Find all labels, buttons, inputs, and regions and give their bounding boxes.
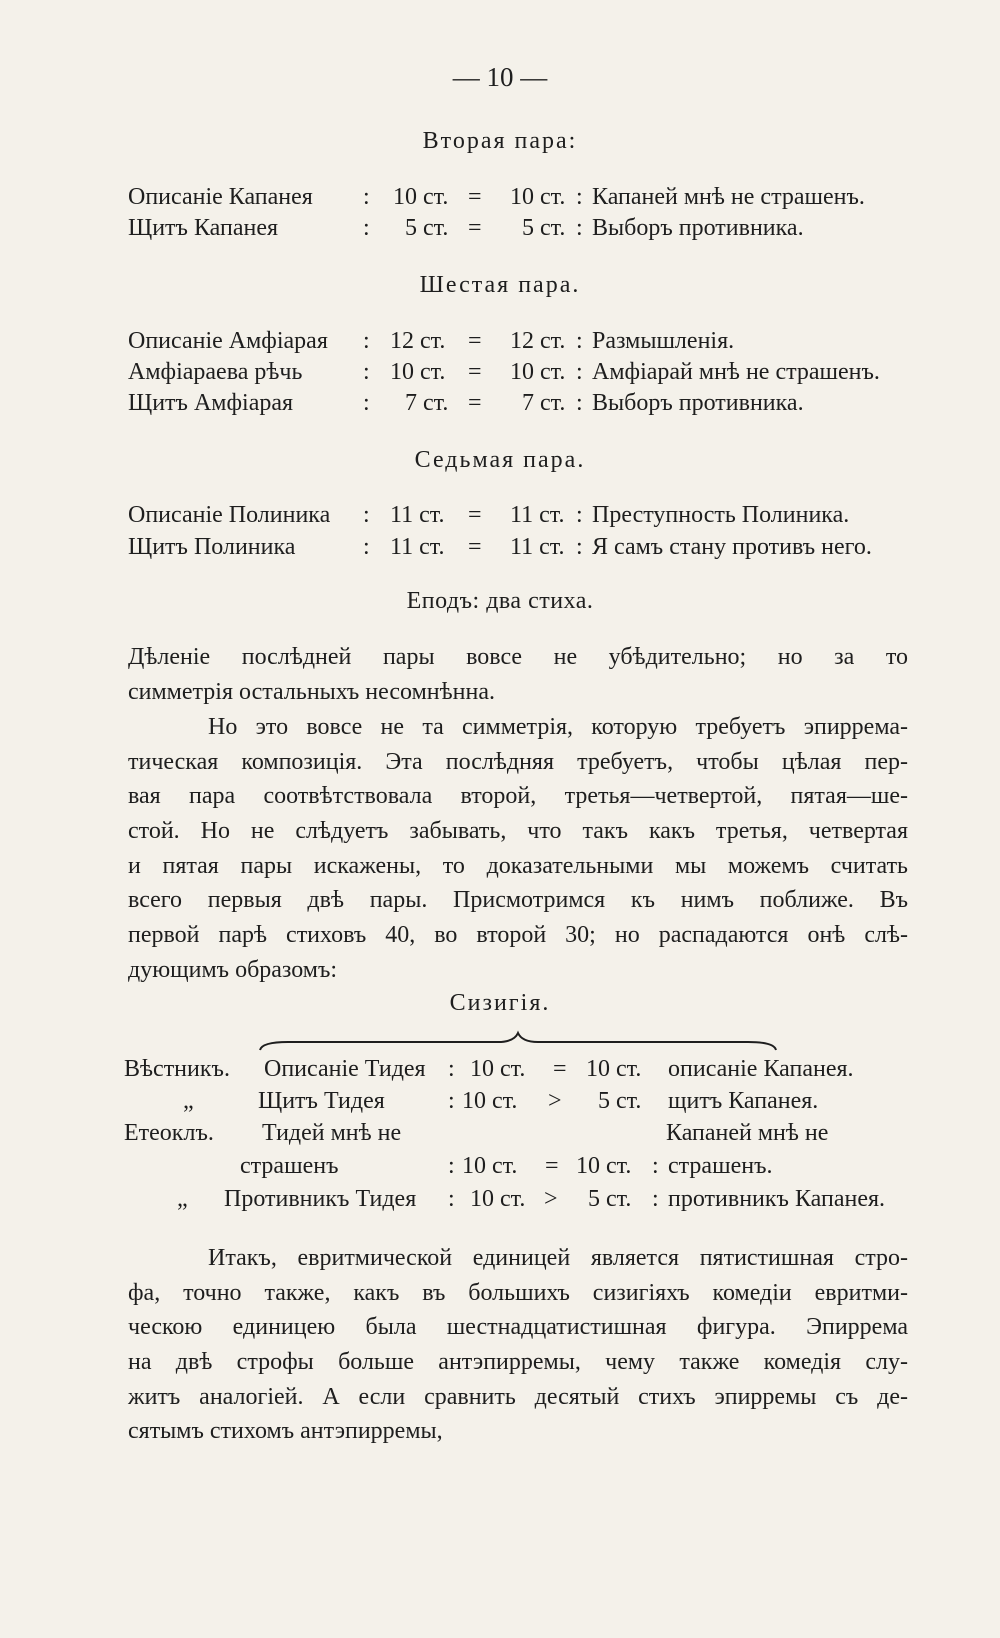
speaker-label: Етеоклъ. — [124, 1120, 214, 1146]
left-count: 11 ст. — [390, 502, 445, 528]
left-count: 10 ст. — [462, 1153, 518, 1179]
right-count: 5 ст. — [598, 1088, 642, 1114]
section-heading: Седьмая пара. — [414, 447, 586, 473]
left-count: 12 ст. — [390, 328, 446, 354]
relation-sign: = — [545, 1153, 559, 1179]
row-label: Щитъ Тидея — [258, 1088, 385, 1114]
colon: : — [576, 184, 583, 210]
row-description: щитъ Капанея. — [668, 1088, 819, 1114]
colon: : — [448, 1088, 455, 1114]
text-line: дующимъ образомъ: — [128, 956, 338, 983]
table-row — [0, 359, 1000, 391]
colon: : — [363, 328, 370, 354]
page-number: — 10 — — [452, 62, 548, 92]
relation-sign: = — [468, 328, 482, 354]
right-count: 10 ст. — [510, 184, 566, 210]
row-label: Описаніе Полиника — [128, 502, 331, 528]
section-heading: Вторая пара: — [422, 128, 578, 154]
table-row — [0, 1120, 1000, 1152]
colon: : — [363, 215, 370, 241]
ditto-mark: „ — [177, 1186, 188, 1212]
right-count: 10 ст. — [576, 1153, 632, 1179]
colon: : — [363, 390, 370, 416]
relation-sign: = — [468, 215, 482, 241]
right-count: 10 ст. — [510, 359, 566, 385]
text-line: Итакъ, евритмической единицей является пятистишная стро- — [208, 1245, 908, 1271]
text-line: симметрія остальныхъ несомнѣнна. — [128, 678, 495, 705]
relation-sign: = — [468, 502, 482, 528]
paragraph — [128, 710, 908, 988]
row-label: Тидей мнѣ не — [262, 1120, 402, 1146]
text-line: вая пара соотвѣтствовала второй, третья—четвертой, пятая—ше- — [128, 783, 908, 810]
colon: : — [363, 534, 370, 560]
row-label: Противникъ Тидея — [224, 1186, 417, 1212]
row-description: Преступность Полиника. — [592, 502, 850, 528]
text-line: фа, точно также, какъ въ большихъ сизигіяхъ комедіи евритми- — [128, 1279, 908, 1306]
colon: : — [363, 502, 370, 528]
row-description: противникъ Капанея. — [668, 1186, 886, 1212]
row-label: Описаніе Амфіарая — [128, 328, 328, 354]
section-heading: Сизигія. — [449, 990, 551, 1016]
curly-brace-icon — [258, 1030, 778, 1052]
right-count: 5 ст. — [588, 1186, 632, 1212]
table-row — [0, 1186, 1000, 1218]
row-description: Капаней мнѣ не страшенъ. — [592, 184, 865, 210]
colon: : — [448, 1186, 455, 1212]
relation-sign: = — [468, 184, 482, 210]
colon: : — [448, 1153, 455, 1179]
paragraph — [128, 640, 908, 709]
left-count: 10 ст. — [393, 184, 449, 210]
right-count: 7 ст. — [522, 390, 566, 416]
left-count: 10 ст. — [462, 1088, 518, 1114]
relation-sign: > — [548, 1088, 562, 1114]
colon: : — [363, 359, 370, 385]
row-label: страшенъ — [240, 1153, 339, 1179]
table-row — [0, 184, 1000, 216]
right-count: 5 ст. — [522, 215, 566, 241]
text-line: житъ аналогіей. А если сравнить десятый стихъ эпирремы съ де- — [128, 1383, 908, 1410]
row-description: Капаней мнѣ не — [666, 1120, 829, 1146]
text-line: ческою единицею была шестнадцатистишная фигура. Эпиррема — [128, 1314, 908, 1341]
left-count: 10 ст. — [390, 359, 446, 385]
colon: : — [576, 534, 583, 560]
table-row — [0, 390, 1000, 422]
left-count: 7 ст. — [405, 390, 449, 416]
row-label: Описаніе Тидея — [264, 1056, 426, 1082]
left-count: 10 ст. — [470, 1186, 526, 1212]
colon: : — [652, 1186, 659, 1212]
left-count: 10 ст. — [470, 1056, 526, 1082]
row-description: Я самъ стану противъ него. — [592, 534, 872, 560]
text-line: всего первыя двѣ пары. Присмотримся къ нимъ поближе. Въ — [128, 887, 908, 914]
text-line: Но это вовсе не та симметрія, которую требуетъ эпиррема- — [208, 714, 908, 740]
text-line: сятымъ стихомъ антэпирремы, — [128, 1418, 443, 1445]
paragraph — [128, 1241, 908, 1449]
relation-sign: = — [468, 390, 482, 416]
row-description: Выборъ противника. — [592, 215, 804, 241]
table-row — [0, 328, 1000, 360]
text-line: на двѣ строфы больше антэпирремы, чему также комедія слу- — [128, 1349, 908, 1376]
table-row — [0, 1056, 1000, 1088]
colon: : — [576, 390, 583, 416]
right-count: 12 ст. — [510, 328, 566, 354]
colon: : — [652, 1153, 659, 1179]
row-description: страшенъ. — [668, 1153, 773, 1179]
relation-sign: > — [544, 1186, 558, 1212]
relation-sign: = — [553, 1056, 567, 1082]
colon: : — [576, 502, 583, 528]
table-row — [0, 215, 1000, 247]
row-description: Выборъ противника. — [592, 390, 804, 416]
relation-sign: = — [468, 359, 482, 385]
right-count: 11 ст. — [510, 502, 565, 528]
colon: : — [576, 359, 583, 385]
epode-line: Еподъ: два стиха. — [406, 588, 594, 614]
row-label: Амфіараева рѣчь — [128, 359, 303, 385]
row-label: Щитъ Полиника — [128, 534, 296, 560]
row-description: Размышленія. — [592, 328, 735, 354]
row-label: Щитъ Амфіарая — [128, 390, 294, 416]
text-line: Дѣленіе послѣдней пары вовсе не убѣдительно; но за то — [128, 644, 908, 670]
left-count: 5 ст. — [405, 215, 449, 241]
row-description: описаніе Капанея. — [668, 1056, 854, 1082]
right-count: 11 ст. — [510, 534, 565, 560]
colon: : — [363, 184, 370, 210]
relation-sign: = — [468, 534, 482, 560]
row-label: Щитъ Капанея — [128, 215, 279, 241]
text-line: первой парѣ стиховъ 40, во второй 30; но распадаются онѣ слѣ- — [128, 922, 908, 949]
text-line: тическая композиція. Эта послѣдняя требуетъ, чтобы цѣлая пер- — [128, 748, 908, 775]
table-row — [0, 1153, 1000, 1185]
table-row — [0, 502, 1000, 534]
colon: : — [448, 1056, 455, 1082]
text-line: и пятая пары искажены, то доказательными мы можемъ считать — [128, 852, 908, 879]
table-row — [0, 534, 1000, 566]
table-row — [0, 1088, 1000, 1120]
row-label: Описаніе Капанея — [128, 184, 313, 210]
colon: : — [576, 328, 583, 354]
speaker-label: Вѣстникъ. — [124, 1056, 230, 1082]
text-line: стой. Но не слѣдуетъ забывать, что такъ какъ третья, четвертая — [128, 818, 908, 845]
colon: : — [576, 215, 583, 241]
row-description: Амфіарай мнѣ не страшенъ. — [592, 359, 880, 385]
right-count: 10 ст. — [586, 1056, 642, 1082]
section-heading: Шестая пара. — [419, 272, 581, 298]
left-count: 11 ст. — [390, 534, 445, 560]
ditto-mark: „ — [183, 1088, 194, 1114]
